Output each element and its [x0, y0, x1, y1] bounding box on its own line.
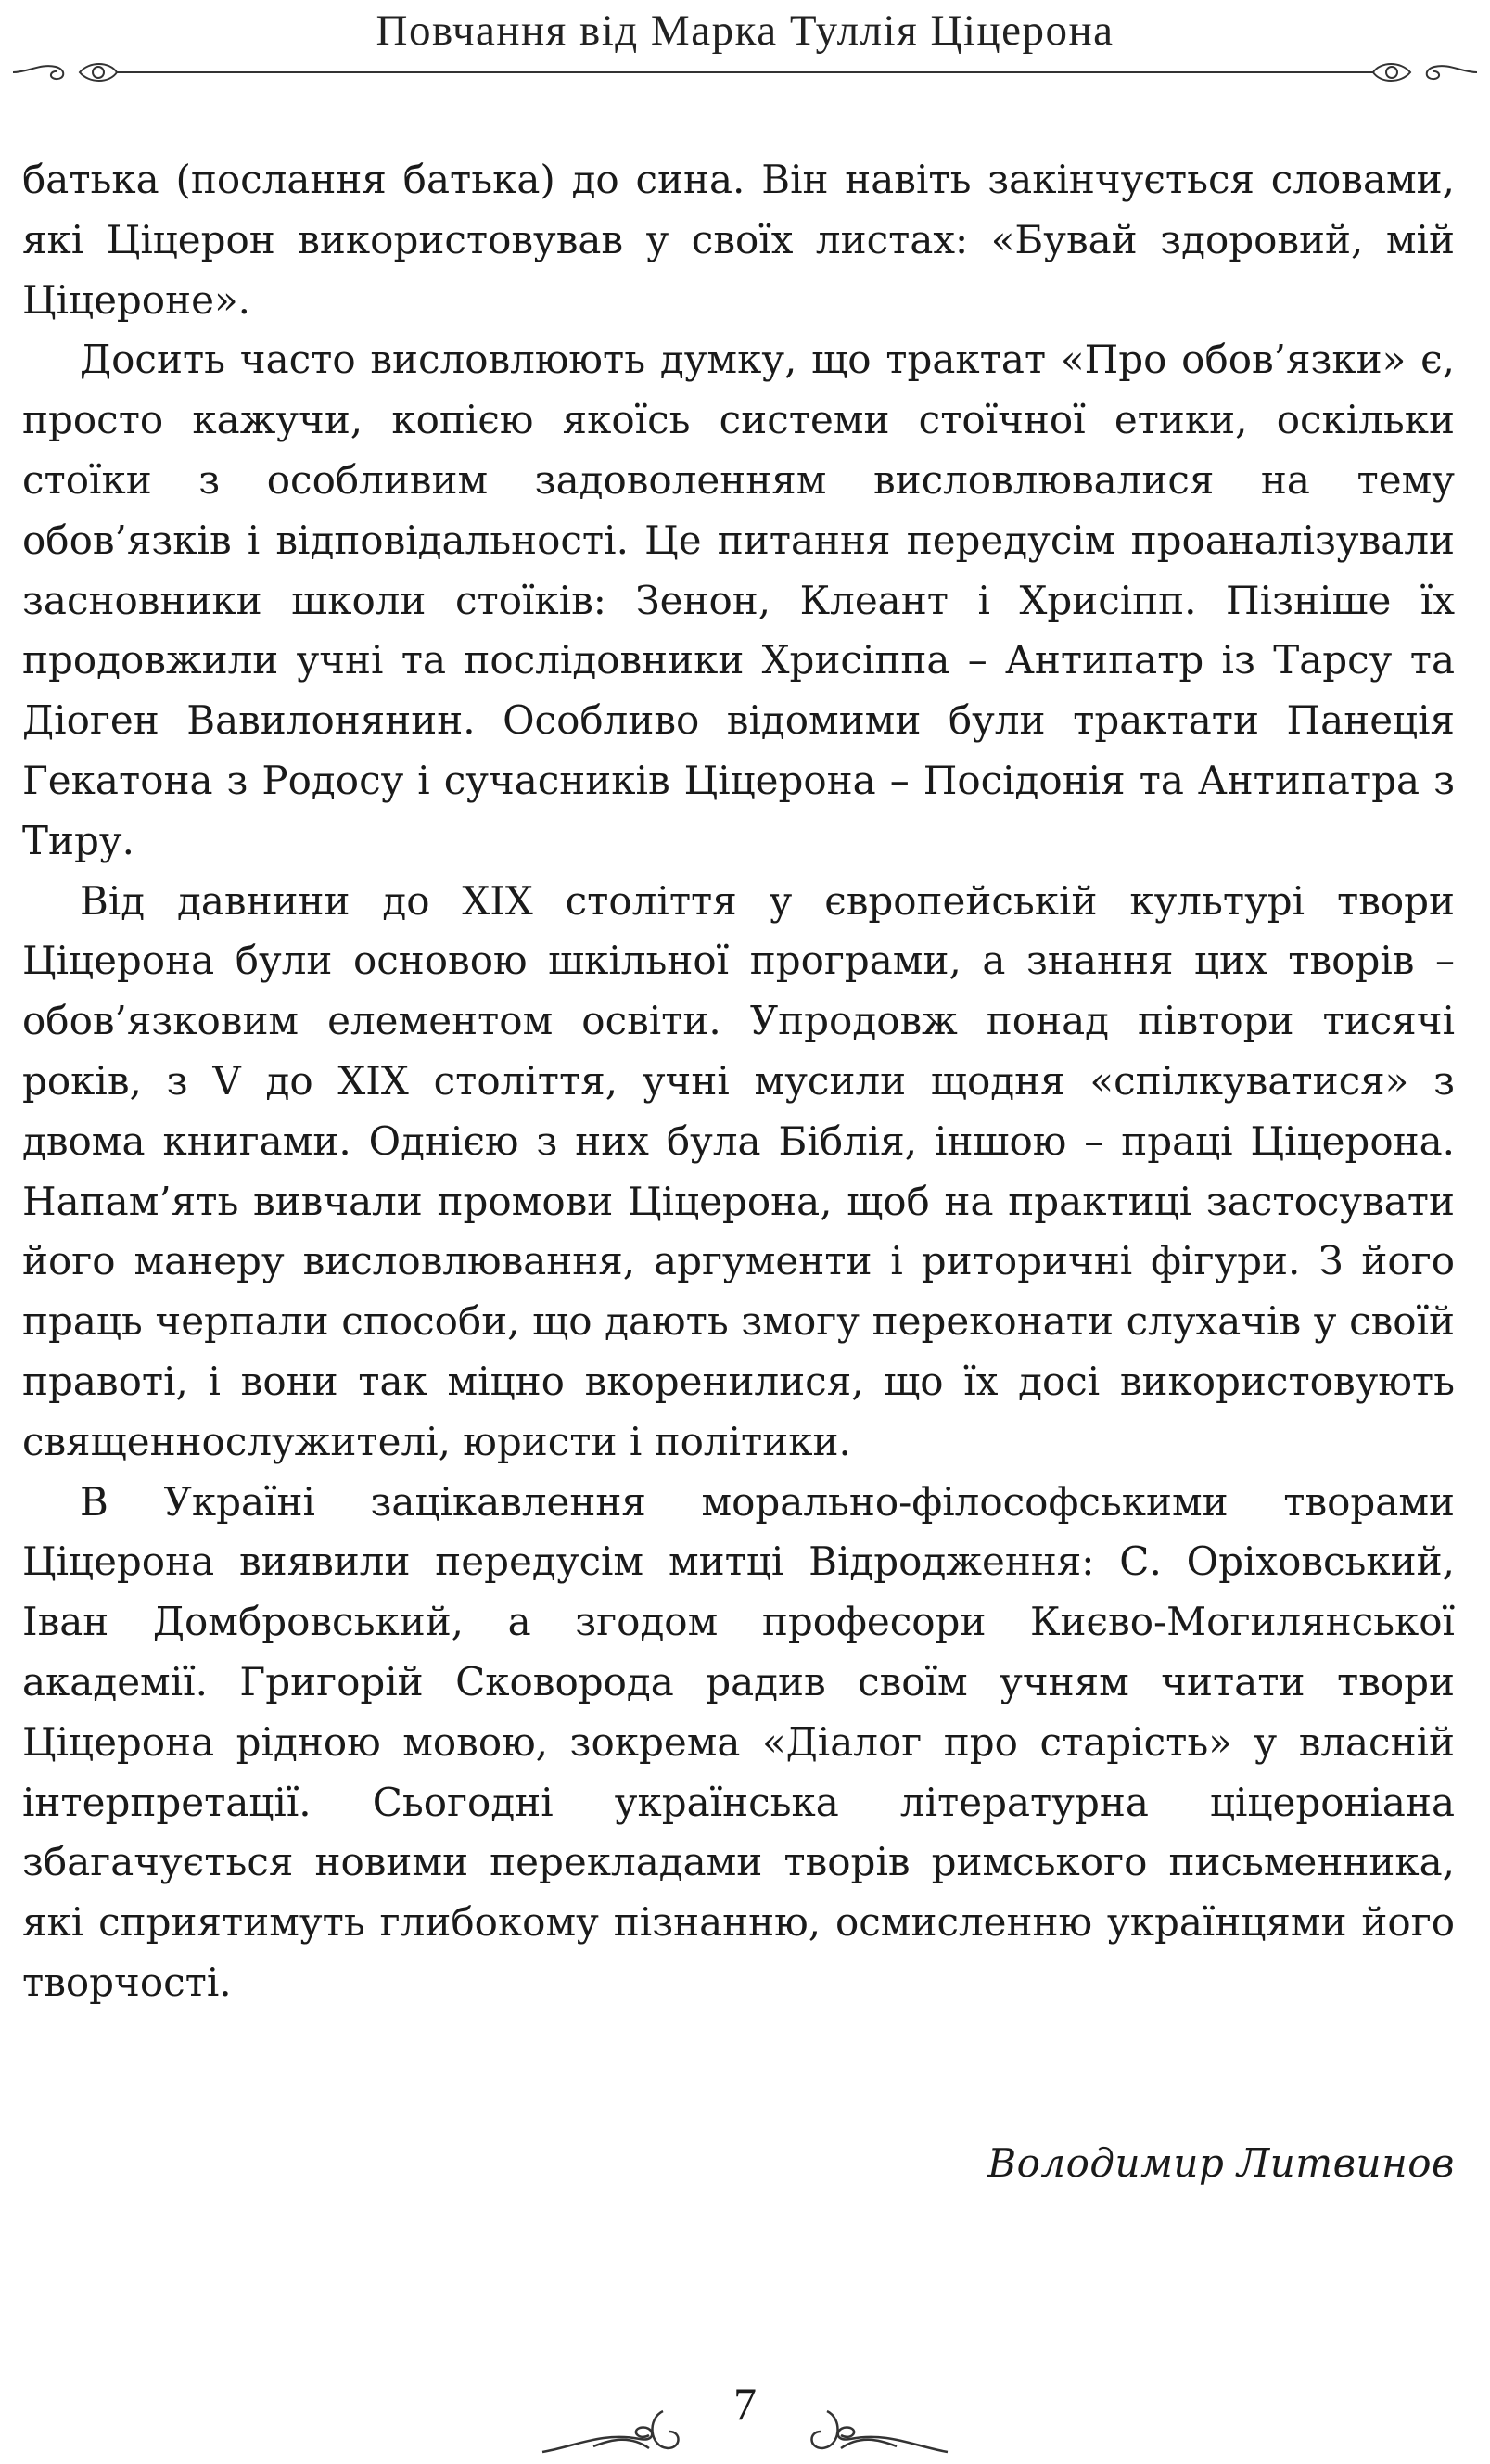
paragraph: Від давнини до XIX століття у європейській культурі твори Ціцерона були основою шкільної програми, а знання цих творів – обов’язковим елементом освіти. Упродовж понад півтори тисячі років, з V до XIX століття, учні мусили щодня «спілкуватися» з двома книгами. Однією з них була Біблія, іншою – праці Ціцерона. Напам’ять вивчали промови Ціцерона, щоб на практиці застосувати його манеру висловлювання, аргументи і риторичні фігури. З його праць черпали способи, що дають змогу переконати слухачів у своїй правоті, і вони так міцно вкоренилися, що їх досі використовують священнослужителі, юристи і політики.	[22, 877, 1455, 1464]
page-number: 7	[733, 2378, 757, 2430]
paragraph: Досить часто висловлюють думку, що трактат «Про обов’язки» є, просто кажучи, копією якоїсь системи стоїчної етики, оскільки стоїки з особливим задоволенням висловлювалися на тему обов’язків і відповідальності. Це питання передусім проаналізували засновники школи стоїків: Зенон, Клеант і Хрисіпп. Пізніше їх продовжили учні та послідовники Хрисіппа – Антипатр із Тарсу та Діоген Вавилонянин. Особливо відомими були трактати Панеція Гекатона з Родосу і сучасників Ціцерона – Посідонія та Антипатра з Тиру.	[22, 337, 1455, 863]
paragraph: батька (послання батька) до сина. Він навіть закінчується словами, які Ціцерон використовував у своїх листах: «Бувай здоровий, мій Ціцероне».	[22, 157, 1455, 323]
article-body	[22, 150, 1455, 2013]
author-signature: Володимир Литвинов	[987, 2140, 1455, 2186]
left-flourish-icon	[13, 64, 139, 81]
paragraph: В Україні зацікавлення морально-філософськими творами Ціцерона виявили передусім митці Відродження: С. Оріховський, Іван Домбровський, а згодом професори Києво-Могилянської академії. Григорій Сковорода радив своїм учням читати твори Ціцерона рідною мовою, зокрема «Діалог про старість» у власній інтерпретації. Сьогодні українська літературна ціцероніана збагачується новими перекладами творів римського письменника, які сприятимуть глибокому пізнанню, осмисленню українцями його творчості.	[22, 1478, 1455, 2005]
running-head-title: Повчання від Марка Туллія Ціцерона	[376, 6, 1114, 55]
right-flourish-icon	[1340, 64, 1477, 81]
header-ornament-rule	[0, 54, 1490, 91]
